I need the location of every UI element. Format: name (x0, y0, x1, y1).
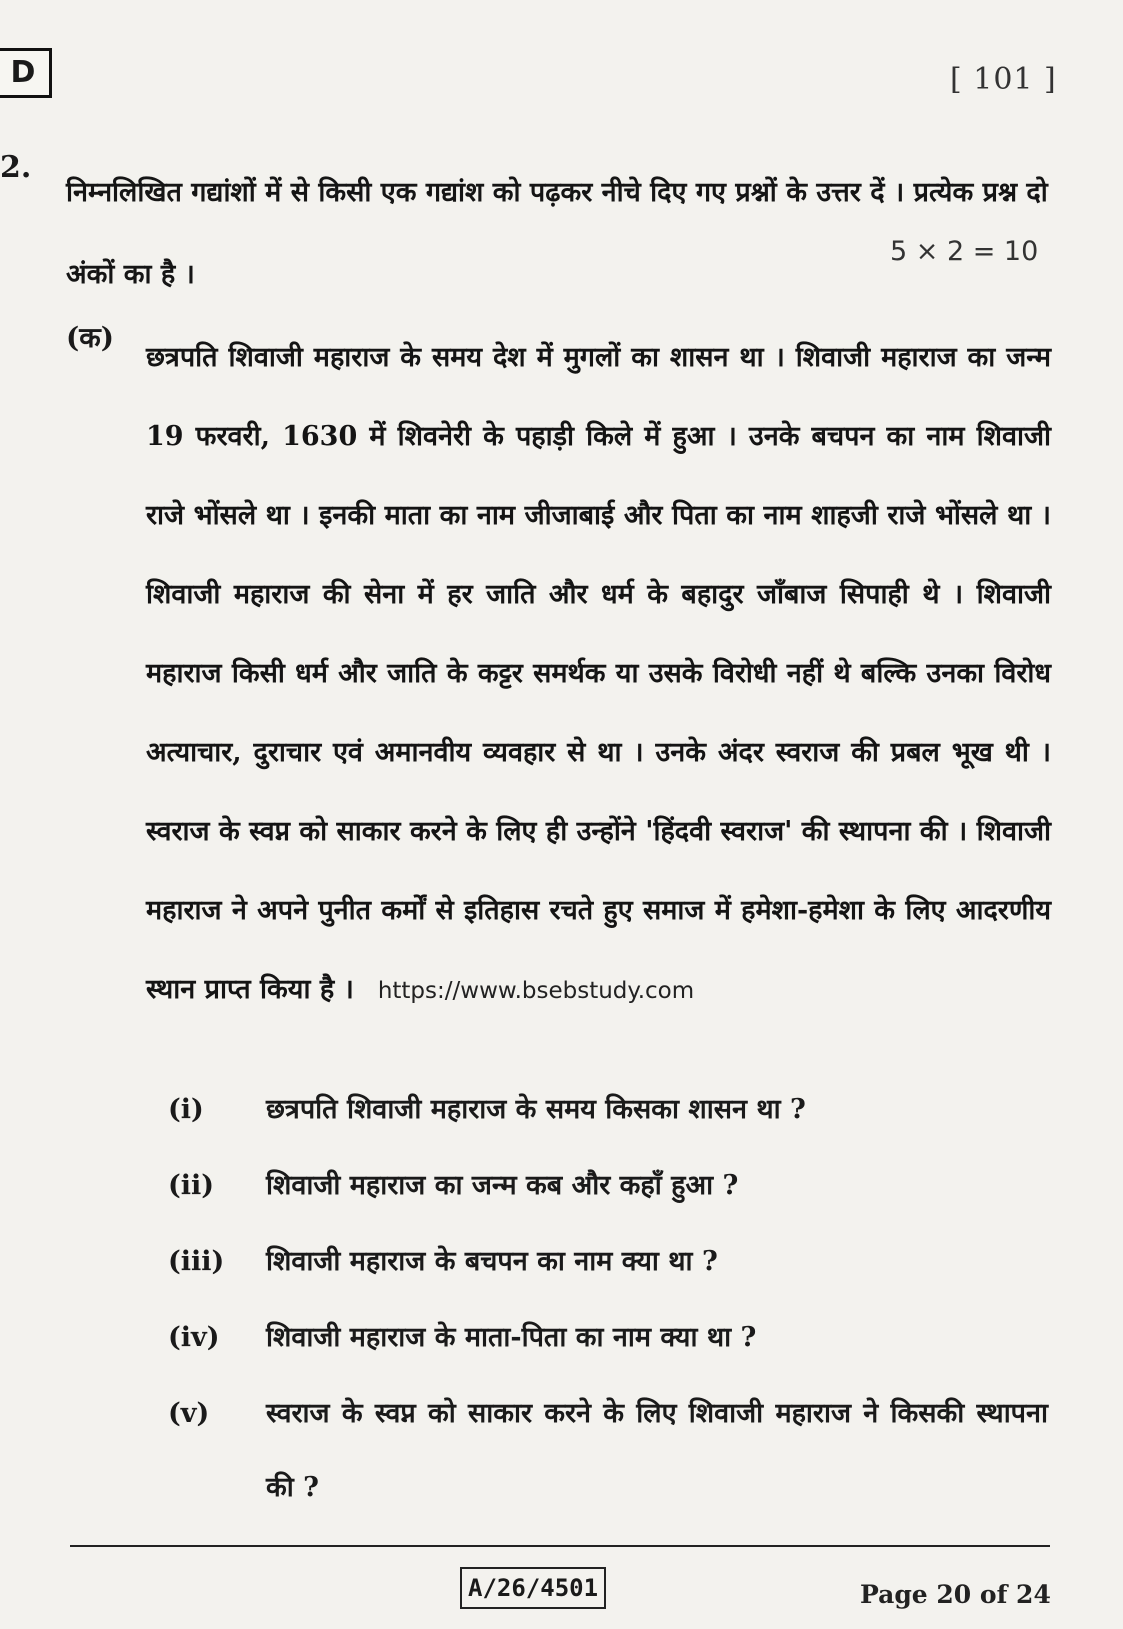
sub-question-number: (iv) (168, 1322, 220, 1353)
question-number: 2. (0, 150, 32, 185)
sub-question (168, 1166, 1048, 1206)
question-instruction: निम्नलिखित गद्यांशों में से किसी एक गद्यांश को पढ़कर नीचे दिए गए प्रश्नों के उत्तर दें । प्रत्येक प्रश्न दो अंकों का है । (66, 177, 1048, 290)
page-number: Page 20 of 24 (860, 1580, 1051, 1609)
sub-question (168, 1090, 1048, 1130)
paper-code: A/26/4501 (460, 1567, 606, 1609)
sub-question-text: शिवाजी महाराज का जन्म कब और कहाँ हुआ ? (266, 1170, 739, 1201)
part-label-ka: (क) (66, 321, 115, 354)
sub-question-list (168, 1090, 1048, 1561)
sub-question-number: (iii) (168, 1246, 225, 1277)
sub-question-text: शिवाजी महाराज के माता-पिता का नाम क्या था ? (266, 1322, 757, 1353)
sub-question (168, 1318, 1048, 1358)
sub-question-number: (ii) (168, 1170, 215, 1201)
sub-question (168, 1242, 1048, 1282)
watermark-url: https://www.bsebstudy.com (377, 978, 695, 1004)
passage-ka (146, 318, 1051, 1031)
set-code-box: D (0, 48, 52, 98)
question-marks: 5 × 2 = 10 (890, 236, 1039, 267)
sub-question-text: शिवाजी महाराज के बचपन का नाम क्या था ? (266, 1246, 718, 1277)
sub-question-text: छत्रपति शिवाजी महाराज के समय किसका शासन था ? (266, 1094, 806, 1125)
page-code: [ 101 ] (950, 62, 1057, 97)
sub-question-text: स्वराज के स्वप्न को साकार करने के लिए शिवाजी महाराज ने किसकी स्थापना की ? (266, 1398, 1048, 1503)
sub-question-number: (v) (168, 1398, 210, 1429)
passage-text: छत्रपति शिवाजी महाराज के समय देश में मुगलों का शासन था । शिवाजी महाराज का जन्म 19 फरवरी, 1630 में शिवनेरी के पहाड़ी किले में हुआ । उनके बचपन का नाम शिवाजी राजे भोंसले था । इनकी माता का नाम जीजाबाई और पिता का नाम शाहजी राजे भोंसले था । शिवाजी महाराज की सेना में हर जाति और धर्म के बहादुर जाँबाज सिपाही थे । शिवाजी महाराज किसी धर्म और जाति के कट्टर समर्थक या उसके विरोधी नहीं थे बल्कि उनका विरोध अत्याचार, दुराचार एवं अमानवीय व्यवहार से था । उनके अंदर स्वराज की प्रबल भूख थी । स्वराज के स्वप्न को साकार करने के लिए ही उन्होंने 'हिंदवी स्वराज' की स्थापना की । शिवाजी महाराज ने अपने पुनीत कर्मों से इतिहास रचते हुए समाज में हमेशा-हमेशा के लिए आदरणीय स्थान प्राप्त किया है । (146, 342, 1051, 1005)
sub-question-number: (i) (168, 1094, 204, 1125)
footer-divider (70, 1545, 1050, 1547)
sub-question (168, 1394, 1048, 1525)
